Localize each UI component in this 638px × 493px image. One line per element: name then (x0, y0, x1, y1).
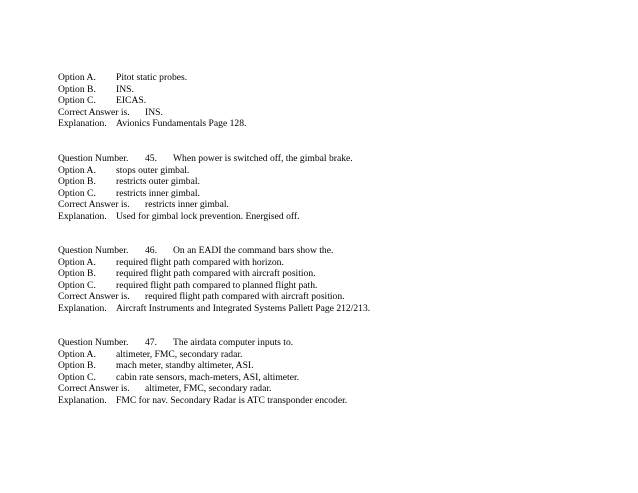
option-text: required flight path compared with aircraft position. (116, 268, 316, 280)
option-label: Option C. (58, 187, 96, 199)
option-label: Option A. (58, 164, 96, 176)
option-b-line (58, 268, 618, 280)
question-header (58, 337, 618, 349)
explanation-text: FMC for nav. Secondary Radar is ATC transponder encoder. (116, 394, 348, 406)
question-block-46 (58, 245, 618, 315)
answer-text: required flight path compared with aircraft position. (145, 291, 345, 303)
explanation-label: Explanation. (58, 302, 107, 314)
option-text: required flight path compared with horizon. (116, 256, 284, 268)
correct-answer-line (58, 291, 618, 303)
question-block-45 (58, 153, 618, 223)
explanation-text: Aircraft Instruments and Integrated Systems Pallett Page 212/213. (116, 302, 371, 314)
option-a-line (58, 349, 618, 361)
option-c-line (58, 95, 618, 107)
option-text: mach meter, standby altimeter, ASI. (116, 360, 254, 372)
option-label: Option C. (58, 279, 96, 291)
answer-text: restricts inner gimbal. (145, 199, 229, 211)
question-number: 47. (145, 337, 157, 348)
option-label: Option C. (58, 371, 96, 383)
answer-text: altimeter, FMC, secondary radar. (145, 383, 272, 395)
answer-label: Correct Answer is. (58, 383, 130, 395)
question-label: Question Number. (58, 337, 129, 348)
option-text: cabin rate sensors, mach-meters, ASI, altimeter. (116, 371, 300, 383)
explanation-label: Explanation. (58, 118, 107, 130)
question-number: 45. (145, 153, 157, 164)
option-a-line (58, 257, 618, 269)
explanation-text: Used for gimbal lock prevention. Energised off. (116, 210, 300, 222)
option-text: restricts inner gimbal. (116, 187, 200, 199)
option-text: stops outer gimbal. (116, 164, 190, 176)
question-label: Question Number. (58, 153, 129, 164)
question-header (58, 153, 618, 165)
option-text: required flight path compared to planned flight path. (116, 279, 318, 291)
option-text: INS. (116, 83, 134, 95)
question-number: 46. (145, 245, 157, 256)
option-label: Option B. (58, 360, 96, 372)
question-label: Question Number. (58, 245, 129, 256)
option-label: Option A. (58, 256, 96, 268)
option-text: restricts outer gimbal. (116, 176, 200, 188)
question-block-47 (58, 337, 618, 407)
question-text: The airdata computer inputs to. (173, 337, 294, 348)
explanation-line (58, 395, 618, 407)
correct-answer-line (58, 199, 618, 211)
question-text: On an EADI the command bars show the. (173, 245, 334, 256)
explanation-text: Avionics Fundamentals Page 128. (116, 118, 247, 130)
answer-label: Correct Answer is. (58, 106, 130, 118)
answer-label: Correct Answer is. (58, 199, 130, 211)
question-text: When power is switched off, the gimbal brake. (173, 153, 353, 164)
option-text: Pitot static probes. (116, 72, 188, 83)
option-c-line (58, 188, 618, 200)
option-label: Option A. (58, 348, 96, 360)
option-text: EICAS. (116, 95, 147, 107)
option-label: Option C. (58, 95, 96, 107)
explanation-line (58, 118, 618, 130)
question-header (58, 245, 618, 257)
option-label: Option A. (58, 72, 96, 83)
option-a-line (58, 72, 618, 84)
option-c-line (58, 280, 618, 292)
option-a-line (58, 165, 618, 177)
explanation-line (58, 211, 618, 223)
option-b-line (58, 84, 618, 96)
option-b-line (58, 360, 618, 372)
option-label: Option B. (58, 268, 96, 280)
option-c-line (58, 372, 618, 384)
option-label: Option B. (58, 176, 96, 188)
answer-text: INS. (145, 106, 163, 118)
option-b-line (58, 176, 618, 188)
option-text: altimeter, FMC, secondary radar. (116, 348, 243, 360)
correct-answer-line (58, 107, 618, 119)
explanation-label: Explanation. (58, 210, 107, 222)
answer-label: Correct Answer is. (58, 291, 130, 303)
option-label: Option B. (58, 83, 96, 95)
correct-answer-line (58, 383, 618, 395)
explanation-label: Explanation. (58, 394, 107, 406)
explanation-line (58, 303, 618, 315)
question-block-44 (58, 72, 618, 130)
